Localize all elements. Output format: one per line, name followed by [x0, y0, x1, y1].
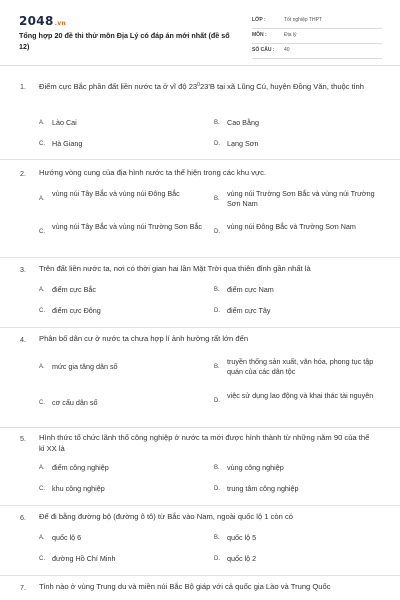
option-letter: A.	[39, 465, 45, 471]
option-text: điểm cực Đông	[52, 306, 101, 315]
question-3	[0, 258, 400, 328]
option-letter: C.	[39, 308, 45, 314]
option-letter: C.	[39, 141, 45, 147]
document-title: Tổng hợp 20 đề thi thử môn Địa Lý có đáp án mới nhất (đề số 12)	[19, 31, 230, 51]
question-number: 4.	[20, 335, 26, 344]
option-letter: B.	[214, 364, 220, 370]
question-6	[0, 506, 400, 576]
option-text: vùng núi Tây Bắc và vùng núi Trường Sơn Bắc	[52, 222, 202, 231]
option-text: cơ cấu dân số	[52, 398, 98, 407]
meta-value: Địa lý	[284, 32, 297, 38]
option-letter: D.	[214, 556, 220, 562]
option-letter: A.	[39, 196, 45, 202]
meta-row-subject	[252, 29, 382, 44]
option-letter: B.	[214, 287, 220, 293]
option-text: điểm cực Bắc	[52, 285, 96, 294]
option-letter: D.	[214, 141, 220, 147]
option-letter: A.	[39, 120, 45, 126]
option-letter: D.	[214, 398, 220, 404]
option-letter: A.	[39, 287, 45, 293]
option-letter: C.	[39, 229, 45, 235]
meta-label: MÔN :	[252, 32, 267, 38]
option-text: vùng núi Đông Bắc và Trường Sơn Nam	[227, 222, 356, 231]
option-letter: B.	[214, 535, 220, 541]
option-text: trung tâm công nghiệp	[227, 484, 299, 493]
option-letter: A.	[39, 535, 45, 541]
option-letter: D.	[214, 229, 220, 235]
option-text: việc sử dụng lao động và khai thác tài nguyên	[227, 391, 374, 400]
question-number: 6.	[20, 513, 26, 522]
option-letter: B.	[214, 120, 220, 126]
option-text: mức gia tăng dân số	[52, 362, 118, 371]
option-text: vùng công nghiệp	[227, 463, 284, 472]
logo-text: 2048	[19, 14, 54, 28]
question-number: 1.	[20, 82, 26, 91]
question-text-part: 23'B tại xã Lũng Cú, huyện Đồng Văn, thuộc tỉnh	[199, 82, 364, 91]
option-text: Cao Bằng	[227, 118, 259, 127]
option-letter: A.	[39, 364, 45, 370]
question-text: Hình thức tổ chức lãnh thổ công nghiệp ở nước ta mới được hình thành từ những năm 90 của thế kỉ XX là	[39, 433, 370, 453]
meta-value: Tốt nghiệp THPT	[284, 17, 322, 23]
option-text: khu công nghiệp	[52, 484, 105, 493]
question-text: Để đi bằng đường bộ (đường ô tô) từ Bắc vào Nam, ngoài quốc lộ 1 còn có	[39, 512, 294, 521]
meta-row-count	[252, 44, 382, 59]
question-text: Phân bố dân cư ở nước ta chưa hợp lí ảnh hưởng rất lớn đến	[39, 334, 249, 343]
exam-header	[0, 0, 400, 66]
option-text: vùng núi Trường Sơn Bắc và vùng núi Trường Sơn Nam	[227, 189, 375, 208]
question-2	[0, 160, 400, 258]
meta-value: 40	[284, 47, 290, 53]
option-text: Hà Giang	[52, 139, 83, 148]
option-text: điểm cực Nam	[227, 285, 274, 294]
question-text: Trên đất liền nước ta, nơi có thời gian hai lần Mặt Trời qua thiên đỉnh gần nhất là	[39, 264, 311, 273]
option-text: quốc lộ 2	[227, 554, 257, 563]
question-7	[0, 576, 400, 600]
meta-label: LỚP :	[252, 17, 266, 23]
logo-tld: .vn	[54, 20, 66, 27]
question-text	[39, 80, 374, 92]
option-letter: D.	[214, 308, 220, 314]
question-number: 3.	[20, 265, 26, 274]
question-5	[0, 428, 400, 506]
option-letter: B.	[214, 196, 220, 202]
option-text: vùng núi Tây Bắc và vùng núi Đông Bắc	[52, 189, 180, 198]
option-text: đường Hồ Chí Minh	[52, 554, 116, 563]
question-number: 7.	[20, 583, 26, 592]
question-1	[0, 66, 400, 160]
question-number: 5.	[20, 434, 26, 443]
option-text: điểm cực Tây	[227, 306, 271, 315]
question-text-part: Điểm cực Bắc phần đất liền nước ta ở vĩ độ 23	[39, 82, 198, 91]
question-number: 2.	[20, 169, 26, 178]
option-text: Lào Cai	[52, 118, 77, 127]
degree-superscript: 0	[197, 82, 200, 88]
option-text: điểm công nghiệp	[52, 463, 109, 472]
site-logo[interactable]	[19, 14, 66, 28]
question-text: Tỉnh nào ở vùng Trung du và miền núi Bắc Bộ giáp với cả quốc gia Lào và Trung Quốc	[39, 582, 331, 591]
option-text: quốc lộ 5	[227, 533, 257, 542]
question-4	[0, 328, 400, 428]
option-letter: B.	[214, 465, 220, 471]
option-text: quốc lộ 6	[52, 533, 82, 542]
meta-row-class	[252, 14, 382, 29]
option-text: Lạng Sơn	[227, 139, 259, 148]
question-text: Hướng vòng cung của địa hình nước ta thể hiện trong các khu vực.	[39, 168, 266, 177]
option-letter: C.	[39, 400, 45, 406]
option-letter: C.	[39, 486, 45, 492]
exam-meta	[252, 14, 382, 59]
option-letter: C.	[39, 556, 45, 562]
meta-label: SỐ CÂU :	[252, 47, 275, 53]
option-letter: D.	[214, 486, 220, 492]
option-text: truyền thống sản xuất, văn hóa, phong tục tập quán của các dân tộc	[227, 357, 374, 376]
